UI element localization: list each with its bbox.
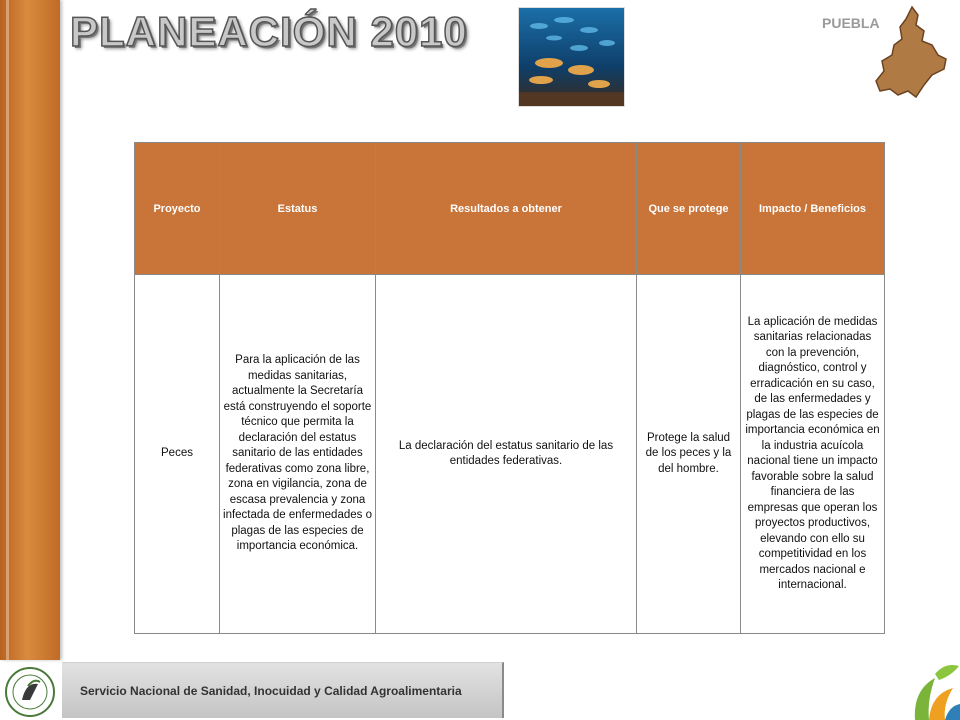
senasica-logo-icon: [0, 660, 60, 720]
table-row: [135, 275, 885, 634]
cell-estatus: Para la aplicación de las medidas sanitarias, actualmente la Secretaría está construyendo el soporte técnico que permita la declaración del estatus sanitario de las entidades federativas como zona libre, zona en vigilancia, zona de escasa prevalencia y zona infectada de enfermedades o plagas de las especies de importancia económica.: [220, 275, 376, 634]
leaf-logo-icon: [905, 660, 960, 720]
header-impacto: Impacto / Beneficios: [741, 143, 885, 275]
footer-agency-name: Servicio Nacional de Sanidad, Inocuidad y Calidad Agroalimentaria: [80, 683, 462, 698]
cell-resultados: La declaración del estatus sanitario de las entidades federativas.: [376, 275, 637, 634]
cell-impacto: La aplicación de medidas sanitarias relacionadas con la prevención, diagnóstico, control y erradicación en su caso, de las enfermedades y plagas de las especies de importancia económica en la industria acuícola nacional tiene un impacto favorable sobre la salud financiera de las empresas que operan los proyectos productivos, elevando con ello su competitividad en los mercados nacional e internacional.: [741, 275, 885, 634]
planning-table: [134, 142, 885, 634]
cell-proyecto: Peces: [135, 275, 220, 634]
header-que-se-protege: Que se protege: [637, 143, 741, 275]
cell-que-se-protege: Protege la salud de los peces y la del hombre.: [637, 275, 741, 634]
fish-photo: [518, 7, 625, 107]
header-resultados: Resultados a obtener: [376, 143, 637, 275]
left-accent-bar: [0, 0, 60, 660]
footer-bar: [62, 662, 504, 718]
table-header-row: [135, 143, 885, 275]
puebla-map-icon: [872, 5, 952, 100]
state-label: PUEBLA: [822, 15, 880, 31]
page-title: PLANEACIÓN 2010: [70, 8, 468, 55]
header-estatus: Estatus: [220, 143, 376, 275]
header-proyecto: Proyecto: [135, 143, 220, 275]
